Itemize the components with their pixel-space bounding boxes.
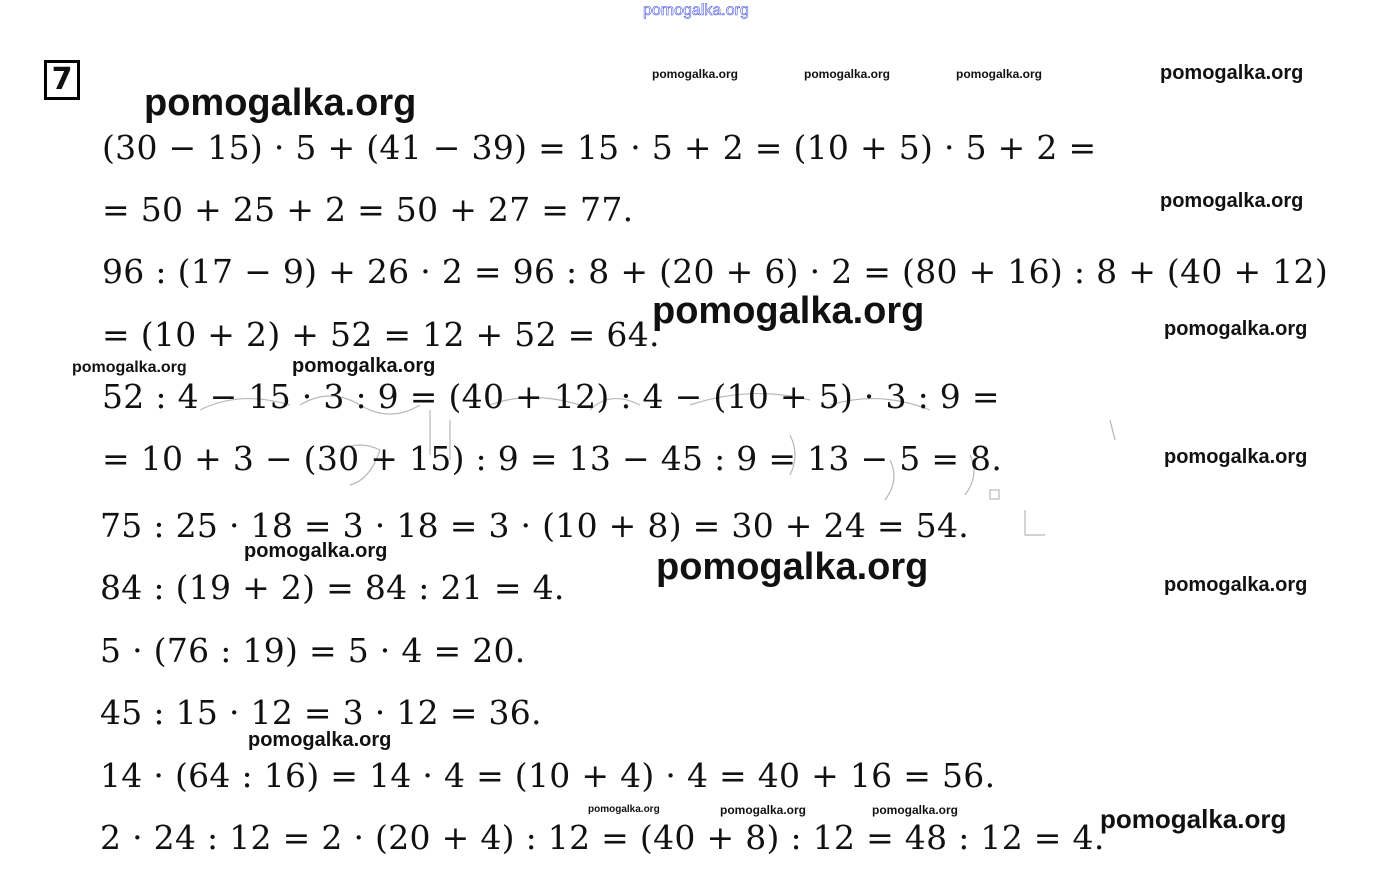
equation-line: = (10 + 2) + 52 = 12 + 52 = 64. (102, 315, 660, 354)
watermark: pomogalka.org (804, 67, 891, 81)
task-number-box: 7 (44, 60, 80, 100)
watermark: pomogalka.org (244, 540, 388, 562)
watermark: pomogalka.org (652, 290, 925, 332)
watermark: pomogalka.org (652, 67, 739, 81)
equation-line: 45 : 15 · 12 = 3 · 12 = 36. (100, 693, 542, 732)
equation-line: = 50 + 25 + 2 = 50 + 27 = 77. (102, 190, 634, 229)
watermark: pomogalka.org (292, 355, 436, 377)
watermark: pomogalka.org (1160, 62, 1304, 84)
watermark: pomogalka.org (1160, 190, 1304, 212)
equation-line: = 10 + 3 − (30 + 15) : 9 = 13 − 45 : 9 = 13 − 5 = 8. (102, 439, 1003, 478)
watermark: pomogalka.org (72, 359, 187, 376)
watermark: pomogalka.org (248, 729, 392, 751)
equation-line: 5 · (76 : 19) = 5 · 4 = 20. (100, 631, 526, 670)
watermark: pomogalka.org (1164, 446, 1308, 468)
equation-line: (30 − 15) · 5 + (41 − 39) = 15 · 5 + 2 = (10 + 5) · 5 + 2 = (102, 128, 1097, 167)
watermark: pomogalka.org (1164, 574, 1308, 596)
equation-line: 75 : 25 · 18 = 3 · 18 = 3 · (10 + 8) = 30 + 24 = 54. (100, 506, 970, 545)
equation-line: 96 : (17 − 9) + 26 · 2 = 96 : 8 + (20 + 6) · 2 = (80 + 16) : 8 + (40 + 12) (102, 252, 1328, 291)
watermark: pomogalka.org (1100, 804, 1287, 834)
watermark: pomogalka.org (144, 82, 417, 124)
watermark: pomogalka.org (1164, 318, 1308, 340)
watermark: pomogalka.org (872, 803, 959, 817)
equation-line: 14 · (64 : 16) = 14 · 4 = (10 + 4) · 4 = 40 + 16 = 56. (100, 756, 996, 795)
equation-line: 2 · 24 : 12 = 2 · (20 + 4) : 12 = (40 + 8) : 12 = 48 : 12 = 4. (100, 818, 1105, 857)
watermark: pomogalka.org (588, 804, 660, 815)
watermark: pomogalka.org (656, 546, 929, 588)
equation-line: 84 : (19 + 2) = 84 : 21 = 4. (100, 568, 565, 607)
watermark: pomogalka.org (956, 67, 1043, 81)
equation-line: 52 : 4 − 15 · 3 : 9 = (40 + 12) : 4 − (10 + 5) · 3 : 9 = (102, 377, 1000, 416)
watermark: pomogalka.org (720, 803, 807, 817)
watermark-top: pomogalka.org (643, 2, 749, 19)
